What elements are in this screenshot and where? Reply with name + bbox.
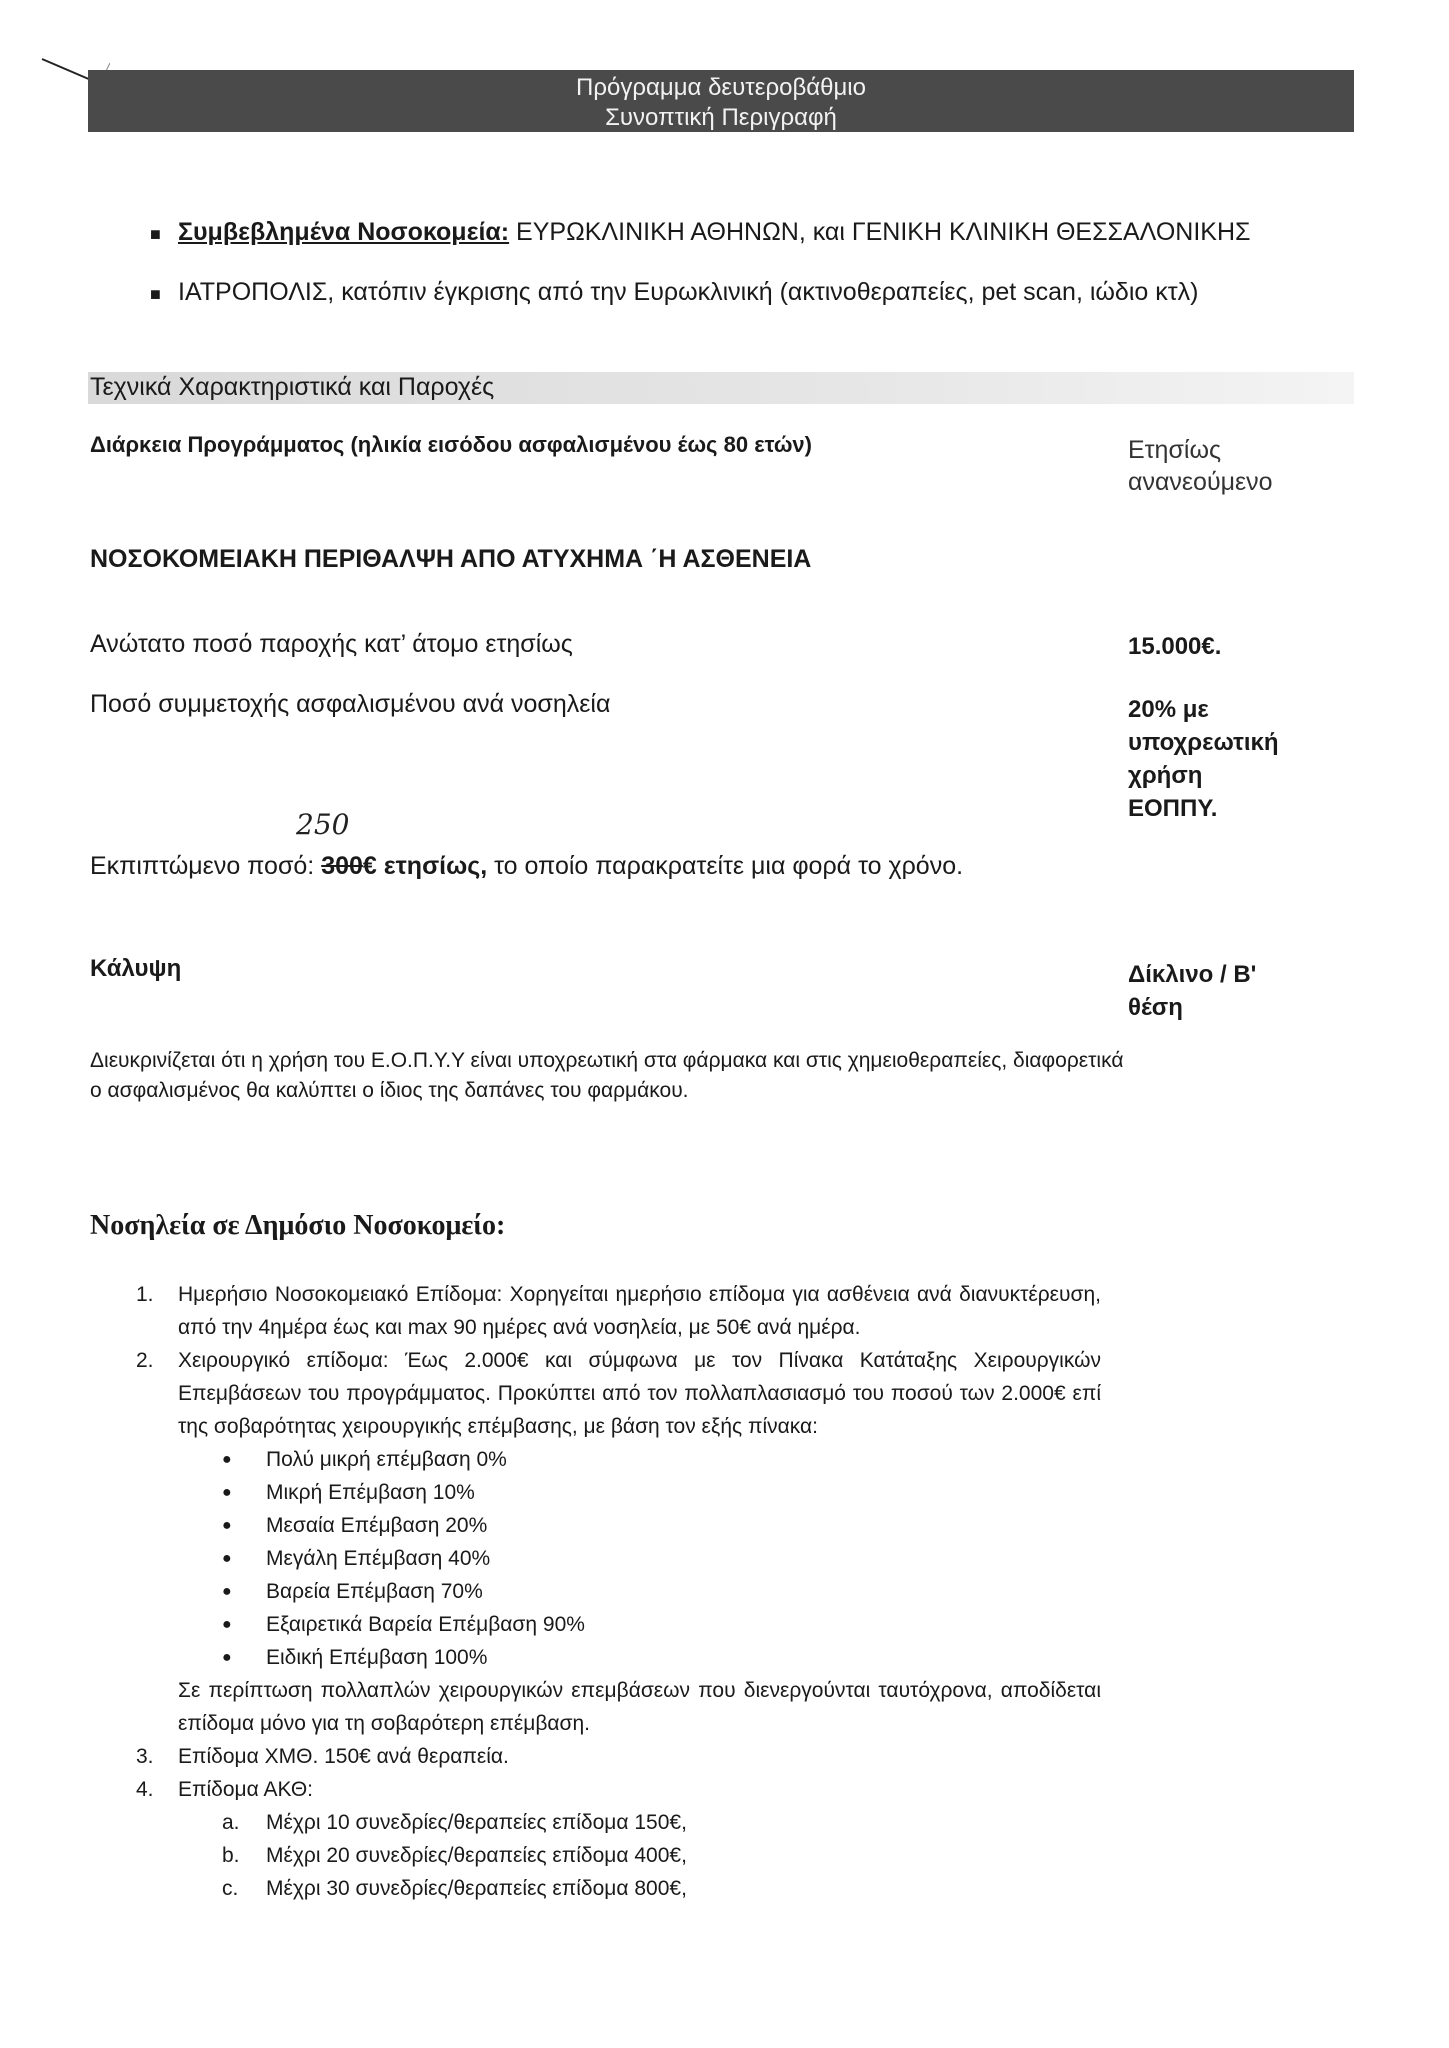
hospital-care-heading: ΝΟΣΟΚΟΜΕΙΑΚΗ ΠΕΡΙΘΑΛΨΗ ΑΠΟ ΑΤΥΧΗΜΑ ΄Η ΑΣΘΕΝΕΙΑ <box>90 545 812 573</box>
deductible-line <box>90 852 963 881</box>
bullet-icon: ■ <box>150 224 161 244</box>
bullet-icon: ● <box>222 1649 232 1666</box>
deductible-bold: € ετησίως, <box>362 852 488 880</box>
document-header <box>88 70 1354 132</box>
public-hospital-list <box>136 1278 1101 1905</box>
copay-label: Ποσό συμμετοχής ασφαλισμένου ανά νοσηλεία <box>90 690 611 718</box>
surgery-level-item <box>222 1575 1101 1608</box>
bullet-icon: ■ <box>150 284 161 304</box>
copay-value-line: χρήση <box>1128 762 1203 789</box>
list-number: 4. <box>136 1778 154 1801</box>
surgery-level-text: Μεσαία Επέμβαση 20% <box>266 1514 488 1537</box>
iatropolis-text: ΙΑΤΡΟΠΟΛΙΣ, κατόπιν έγκρισης από την Ευρωκλινική (ακτινοθεραπείες, pet scan, ιώδιο κτλ) <box>178 278 1199 306</box>
surgery-level-text: Πολύ μικρή επέμβαση 0% <box>266 1448 507 1471</box>
list-number: 3. <box>136 1745 154 1768</box>
max-benefit-label: Ανώτατο ποσό παροχής κατ’ άτομο ετησίως <box>90 630 573 658</box>
list-text: Επίδομα ΧΜΘ. 150€ ανά θεραπεία. <box>178 1745 509 1768</box>
header-title-line1: Πρόγραμμα δευτεροβάθμιο <box>576 74 866 101</box>
bullet-icon: ● <box>222 1484 232 1501</box>
radiotherapy-levels <box>222 1806 1101 1905</box>
list-text: Ημερήσιο Νοσοκομειακό Επίδομα: Χορηγείται ημερήσιο επίδομα για ασθένεια ανά διανυκτέρευση, από την 4ημέρα έως και max 90 ημέρες ανά νοσηλεία, με 50€ ανά ημέρα. <box>178 1283 1101 1339</box>
hospitals-text: ΕΥΡΩΚΛΙΝΙΚΗ ΑΘΗΝΩΝ, και ΓΕΝΙΚΗ ΚΛΙΝΙΚΗ ΘΕΣΣΑΛΟΝΙΚΗΣ <box>509 218 1251 246</box>
list-number: 2. <box>136 1349 154 1372</box>
public-hospital-heading: Νοσηλεία σε Δημόσιο Νοσοκομείο: <box>90 1210 506 1241</box>
deductible-rest: το οποίο παρακρατείτε μια φορά το χρόνο. <box>487 852 964 880</box>
deductible-struck-amount: 300 <box>321 852 363 880</box>
radiotherapy-item <box>222 1872 1101 1905</box>
surgery-level-text: Εξαιρετικά Βαρεία Επέμβαση 90% <box>266 1613 585 1636</box>
radiotherapy-letter: b. <box>222 1844 240 1867</box>
handwritten-correction: 250 <box>296 808 350 841</box>
bullet-icon: ● <box>222 1550 232 1567</box>
deductible-label: Εκπιπτώμενο ποσό: <box>90 852 322 880</box>
list-item <box>136 1344 1101 1443</box>
copay-value <box>1128 693 1328 825</box>
copay-value-line: 20% με <box>1128 696 1209 723</box>
copay-value-line: ΕΟΠΠΥ. <box>1128 795 1218 822</box>
hospital-bullets <box>150 218 1350 338</box>
coverage-label: Κάλυψη <box>90 955 182 982</box>
multiple-surgery-note: Σε περίπτωση πολλαπλών χειρουργικών επεμβάσεων που διενεργούνται ταυτόχρονα, αποδίδεται επίδομα μόνο για τη σοβαρότερη επέμβαση. <box>178 1679 1101 1735</box>
surgery-level-item <box>222 1443 1101 1476</box>
surgery-level-item <box>222 1476 1101 1509</box>
surgery-level-item <box>222 1608 1101 1641</box>
section-title: Τεχνικά Χαρακτηριστικά και Παροχές <box>90 373 495 401</box>
coverage-value <box>1128 958 1328 1024</box>
clarification-paragraph: Διευκρινίζεται ότι η χρήση του Ε.Ο.Π.Υ.Υ είναι υποχρεωτική στα φάρμακα και στις χημειοθεραπείες, διαφορετικά ο ασφαλισμένος θα καλύπτει ο ίδιος της δαπάνες του φαρμάκου. <box>90 1049 1124 1102</box>
bullet-icon: ● <box>222 1517 232 1534</box>
surgery-level-item <box>222 1509 1101 1542</box>
duration-value-line: ανανεούμενο <box>1128 468 1273 496</box>
list-item <box>136 1740 1101 1773</box>
surgery-level-text: Ειδική Επέμβαση 100% <box>266 1646 488 1669</box>
bullet-item <box>150 278 1350 307</box>
radiotherapy-letter: c. <box>222 1877 239 1900</box>
surgery-levels <box>222 1443 1101 1674</box>
copay-value-line: υποχρεωτική <box>1128 729 1279 756</box>
coverage-value-line: Δίκλινο / Β' <box>1128 961 1257 988</box>
header-title-line2: Συνοπτική Περιγραφή <box>605 104 837 131</box>
bullet-icon: ● <box>222 1451 232 1468</box>
radiotherapy-text: Μέχρι 20 συνεδρίες/θεραπείες επίδομα 400€, <box>266 1844 687 1867</box>
list-item <box>136 1278 1101 1344</box>
radiotherapy-item <box>222 1839 1101 1872</box>
surgery-level-item <box>222 1542 1101 1575</box>
radiotherapy-item <box>222 1806 1101 1839</box>
duration-value-line: Ετησίως <box>1128 436 1222 464</box>
bullet-icon: ● <box>222 1583 232 1600</box>
surgery-level-text: Μεγάλη Επέμβαση 40% <box>266 1547 491 1570</box>
radiotherapy-letter: a. <box>222 1811 240 1834</box>
bullet-icon: ● <box>222 1616 232 1633</box>
coverage-value-line: θέση <box>1128 994 1183 1021</box>
radiotherapy-text: Μέχρι 30 συνεδρίες/θεραπείες επίδομα 800€, <box>266 1877 687 1900</box>
list-number: 1. <box>136 1283 154 1306</box>
list-text: Επίδομα ΑΚΘ: <box>178 1778 313 1801</box>
max-benefit-value: 15.000€. <box>1128 633 1222 660</box>
bullet-item <box>150 218 1350 247</box>
radiotherapy-text: Μέχρι 10 συνεδρίες/θεραπείες επίδομα 150€, <box>266 1811 687 1834</box>
duration-value <box>1128 434 1328 498</box>
hospitals-label: Συμβεβλημένα Νοσοκομεία: <box>178 218 510 246</box>
surgery-level-text: Βαρεία Επέμβαση 70% <box>266 1580 483 1603</box>
surgery-level-item <box>222 1641 1101 1674</box>
list-item <box>136 1773 1101 1806</box>
duration-label: Διάρκεια Προγράμματος (ηλικία εισόδου ασφαλισμένου έως 80 ετών) <box>90 432 812 457</box>
list-text: Χειρουργικό επίδομα: Έως 2.000€ και σύμφωνα με τον Πίνακα Κατάταξης Χειρουργικών Επεμβάσεων του προγράμματος. Προκύπτει από τον πολλαπλασιασμό του ποσού των 2.000€ επί της σοβαρότητας χειρουργικής επέμβασης, με βάση τον εξής πίνακα: <box>178 1349 1101 1438</box>
surgery-level-text: Μικρή Επέμβαση 10% <box>266 1481 475 1504</box>
